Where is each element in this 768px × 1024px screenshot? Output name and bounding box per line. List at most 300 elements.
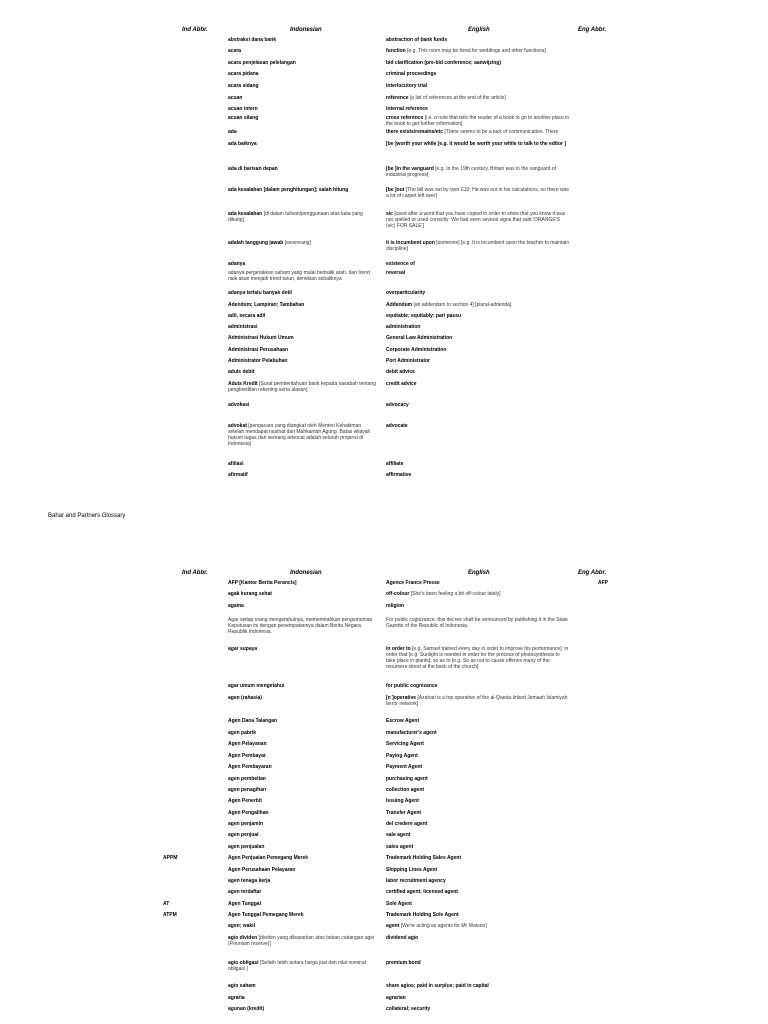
english-term: criminal proceedings (386, 71, 437, 77)
glossary-row (0, 369, 768, 381)
glossary-row (0, 1006, 768, 1017)
header-english: English (468, 570, 490, 576)
indonesian-term: agen penjualan (228, 844, 265, 850)
indonesian-cell (228, 423, 376, 447)
english-note: [e.g. This room may be hired for weddings and other functions] (407, 48, 546, 54)
indonesian-cell (228, 718, 376, 724)
indonesian-term: agar umum mengetahui (228, 683, 285, 689)
indonesian-term: agraria (228, 995, 245, 1001)
glossary-row (0, 753, 768, 764)
english-term: equitable; equitably; pari passu (386, 313, 462, 319)
indonesian-cell (228, 461, 376, 467)
indonesian-cell (228, 166, 376, 172)
indonesian-cell (228, 211, 376, 223)
english-cell (386, 358, 570, 364)
glossary-row (0, 313, 768, 324)
indonesian-term: adalah tanggung jawab (228, 240, 284, 246)
indonesian-cell (228, 912, 376, 918)
english-cell (386, 603, 570, 609)
indonesian-term: agak kurang sehat (228, 591, 272, 597)
english-term: collection agent (386, 787, 425, 793)
english-term: existence of (386, 261, 415, 267)
indonesian-term: agio saham (228, 983, 256, 989)
indonesian-cell (228, 901, 376, 907)
english-cell (386, 95, 570, 101)
english-term: labor recruitment agency (386, 878, 446, 884)
indonesian-cell (228, 106, 376, 112)
english-term: Escrow Agent (386, 718, 420, 724)
english-cell (386, 369, 570, 375)
indonesian-cell (228, 580, 376, 586)
english-cell (386, 617, 570, 629)
indonesian-cell (228, 37, 376, 43)
indonesian-cell (228, 878, 376, 884)
english-term: bid clarification (pre-bid conference; aanwijzing) (386, 60, 502, 66)
english-term: for public cognizance (386, 683, 438, 689)
english-term: Addendum (386, 302, 413, 308)
header-eng-abbr: Eng Abbr. (578, 570, 607, 576)
indonesian-cell (228, 381, 376, 393)
english-cell (386, 381, 570, 387)
indonesian-cell (228, 472, 376, 478)
english-term: reversal (386, 270, 406, 276)
english-note: [i.e. a note that tells the reader of a book to go to another place in the book to get further information] (386, 115, 570, 127)
english-cell (386, 461, 570, 467)
glossary-row (0, 603, 768, 617)
indonesian-term: Agen Perusahaan Pelayaran (228, 867, 296, 873)
english-cell (386, 335, 570, 341)
english-cell (386, 901, 570, 907)
english-term: Sole Agent (386, 901, 412, 907)
english-term: overparticularity (386, 290, 426, 296)
indonesian-cell (228, 95, 376, 101)
english-note: [We're acting as agents for Mr Watson] (400, 923, 487, 929)
indonesian-term: ada di barisan depan (228, 166, 278, 172)
indonesian-note: [dividen yang dibayarkan atas beban cadangan agio (Premium reserve)] (228, 935, 375, 947)
indonesian-cell (228, 324, 376, 330)
english-term: religion (386, 603, 405, 609)
english-cell (386, 423, 570, 429)
glossary-row (0, 718, 768, 730)
header-indonesian: Indonesian (290, 570, 322, 576)
english-note: [Azahari is a top operative of the al-Qaeda-linked Jemaah Islamiyah terror network] (386, 695, 568, 707)
indonesian-cell (228, 71, 376, 77)
indonesian-cell (228, 591, 376, 597)
indonesian-term: administrasi (228, 324, 258, 330)
english-term: there exists/remains/etc (386, 129, 443, 135)
indonesian-term: acara (228, 48, 242, 54)
english-cell (386, 646, 570, 670)
indonesian-cell (228, 129, 376, 135)
english-note: [someone] [e.g. It is incumbent upon the teacher to maintain discipline] (386, 240, 570, 252)
eng-abbr-cell: AFP (598, 580, 608, 586)
english-cell (386, 798, 570, 804)
glossary-row (0, 787, 768, 798)
english-cell (386, 718, 570, 724)
indonesian-note: [Surat pemberitahuan bank kepada nasabah tentang pengkreditan rekening serta alasan] (228, 381, 376, 393)
indonesian-cell (228, 764, 376, 770)
header-indonesian: Indonesian (290, 27, 322, 33)
header-ind-abbr: Ind Abbr. (182, 570, 208, 576)
indonesian-term: agio obligasi (228, 960, 259, 966)
english-term: manufacturer's agent (386, 730, 437, 736)
english-cell (386, 141, 570, 147)
indonesian-cell (228, 995, 376, 1001)
english-cell (386, 695, 570, 707)
english-note: [e.g. In the 19th century, Britain was in the vanguard of industrial progress] (386, 166, 556, 178)
indonesian-cell (228, 335, 376, 341)
english-term: Paying Agent (386, 753, 418, 759)
glossary-table-2 (0, 580, 768, 1017)
english-cell (386, 983, 570, 989)
indonesian-cell (228, 48, 376, 54)
indonesian-cell (228, 855, 376, 861)
english-term: Transfer Agent (386, 810, 422, 816)
english-cell (386, 187, 570, 199)
english-cell (386, 855, 570, 861)
english-note: [a list of references at the end of the article] (409, 95, 506, 101)
indonesian-term: Aduis Kredit (228, 381, 258, 387)
indonesian-note: [pengacara yang diangkat oleh Menteri Kehakiman setelah mendapat nasihat dari Mahkamah Agung. Batas wilayah hukum tugas dari seorang advocat adalah seluruh propinsi di Indonesia] (228, 423, 371, 447)
english-term: function (386, 48, 406, 54)
glossary-row (0, 901, 768, 912)
indonesian-term: Agen Pengalihan (228, 810, 269, 816)
indonesian-cell (228, 730, 376, 736)
english-cell (386, 324, 570, 330)
indonesian-term: Administrasi Perusahaan (228, 347, 289, 353)
indonesian-cell (228, 358, 376, 364)
glossary-row (0, 187, 768, 211)
indonesian-cell (228, 402, 376, 408)
english-cell (386, 240, 570, 252)
english-term: share agios; paid in surplus; paid in capital (386, 983, 489, 989)
indonesian-term: acara pidana (228, 71, 259, 77)
indonesian-term: acara penjelasan pelelangan (228, 60, 296, 66)
indonesian-term: agen penjamin (228, 821, 264, 827)
ind-abbr-cell: AT (163, 901, 170, 907)
english-cell (386, 960, 570, 966)
english-cell (386, 787, 570, 793)
glossary-row (0, 402, 768, 423)
indonesian-term: ada kesalahan (228, 211, 263, 217)
english-term: reference (386, 95, 409, 101)
english-cell (386, 48, 570, 54)
english-term: credit advice (386, 381, 417, 387)
english-cell (386, 878, 570, 884)
indonesian-term: aduis debit (228, 369, 255, 375)
indonesian-term: agen; wakil (228, 923, 255, 929)
indonesian-cell (228, 960, 376, 972)
english-cell (386, 776, 570, 782)
indonesian-term: AFP [Kantor Berita Perancis] (228, 580, 297, 586)
indonesian-cell (228, 617, 376, 635)
english-term: [be ]worth your while [e.g. it would be worth your while to talk to the editor ] (386, 141, 566, 147)
glossary-row (0, 60, 768, 71)
glossary-row (0, 290, 768, 302)
indonesian-note: adanya pergerakkan saham yang mulai berbalik arah, dari trend naik akan menjadi trend turun, demikian sebaliknya (228, 270, 370, 282)
english-cell (386, 472, 570, 478)
glossary-row (0, 261, 768, 270)
english-term: Trademark Holding Sole Agent (386, 912, 459, 918)
english-note: [The bill was out by over £10; He was out in his calculations, so there was a lot of carpet left over] (386, 187, 569, 199)
indonesian-term: Agen Pembayaran (228, 764, 272, 770)
english-cell (386, 37, 570, 43)
glossary-row (0, 935, 768, 960)
english-term: premium bond (386, 960, 421, 966)
indonesian-term: adil, secara adil (228, 313, 266, 319)
indonesian-cell (228, 83, 376, 89)
indonesian-cell (228, 810, 376, 816)
indonesian-term: Administrator Pelabuhan (228, 358, 288, 364)
indonesian-cell (228, 141, 376, 147)
english-term: advocacy (386, 402, 409, 408)
indonesian-term: Agen Tunggal Pemegang Merek (228, 912, 304, 918)
glossary-row (0, 798, 768, 810)
glossary-row (0, 695, 768, 718)
english-cell (386, 1006, 570, 1012)
indonesian-cell (228, 347, 376, 353)
indonesian-cell (228, 270, 376, 282)
indonesian-term: agen pabrik (228, 730, 257, 736)
indonesian-cell (228, 313, 376, 319)
english-term: administration (386, 324, 421, 330)
indonesian-cell (228, 844, 376, 850)
indonesian-cell (228, 867, 376, 873)
indonesian-cell (228, 290, 376, 296)
indonesian-term: agunan (kredit) (228, 1006, 265, 1012)
glossary-row (0, 83, 768, 95)
indonesian-term: Agen Dana Talangan (228, 718, 278, 724)
indonesian-cell (228, 787, 376, 793)
english-cell (386, 106, 570, 112)
indonesian-cell (228, 889, 376, 895)
indonesian-term: afirmatif (228, 472, 248, 478)
header-english: English (468, 27, 490, 33)
glossary-row (0, 960, 768, 983)
indonesian-cell (228, 187, 376, 193)
glossary-row (0, 764, 768, 776)
english-cell (386, 591, 570, 597)
indonesian-cell (228, 923, 376, 929)
glossary-row (0, 37, 768, 48)
glossary-row (0, 923, 768, 935)
english-note: For public cognizance, this decree shall be announced by publishing it in the State Gazette of the Republic of Indonesia. (386, 617, 568, 629)
english-cell (386, 166, 570, 178)
indonesian-term: agen penagihan (228, 787, 267, 793)
glossary-row (0, 472, 768, 483)
english-cell (386, 347, 570, 353)
english-cell (386, 867, 570, 873)
glossary-row (0, 71, 768, 83)
indonesian-cell (228, 60, 376, 66)
indonesian-term: abstraksi dana bank (228, 37, 277, 43)
english-cell (386, 844, 570, 850)
glossary-row (0, 844, 768, 855)
english-term: certified agent; licensed agent (386, 889, 458, 895)
indonesian-term: advokat (228, 423, 247, 429)
indonesian-term: agen terdaftar (228, 889, 262, 895)
english-term: off-colour (386, 591, 410, 597)
english-cell (386, 302, 570, 308)
glossary-table-1 (0, 37, 768, 483)
english-term: del credere agent (386, 821, 428, 827)
english-term: [n ]operative (386, 695, 417, 701)
english-cell (386, 810, 570, 816)
indonesian-cell (228, 683, 376, 689)
glossary-row (0, 95, 768, 106)
english-term: in order to (386, 646, 411, 652)
glossary-row (0, 983, 768, 995)
glossary-row (0, 646, 768, 683)
glossary-row (0, 591, 768, 603)
indonesian-cell (228, 646, 376, 652)
glossary-row (0, 912, 768, 923)
indonesian-term: agama (228, 603, 244, 609)
glossary-row (0, 240, 768, 261)
indonesian-term: agen penjual (228, 832, 259, 838)
indonesian-term: ada kesalahan [dalam penghitungan]; salah hitung (228, 187, 349, 193)
english-cell (386, 821, 570, 827)
document-footer: Bahar and Partners Glossary (48, 513, 126, 519)
indonesian-note: [seseorang] (284, 240, 311, 246)
ind-abbr-cell: APPM (163, 855, 178, 861)
english-term: it is incumbent upon (386, 240, 435, 246)
glossary-row (0, 889, 768, 901)
indonesian-cell (228, 695, 376, 701)
indonesian-term: agio dividen (228, 935, 258, 941)
english-cell (386, 261, 570, 267)
english-cell (386, 580, 570, 586)
indonesian-cell (228, 1006, 376, 1012)
english-cell (386, 889, 570, 895)
english-cell (386, 753, 570, 759)
english-term: cross reference (386, 115, 424, 121)
glossary-row (0, 867, 768, 878)
english-term: agrarian (386, 995, 406, 1001)
english-note: [There seems to be a lack of communication. There (444, 129, 559, 135)
indonesian-note: [di dalam tulisan/penggunaan atas kata yang dikutip] (228, 211, 363, 223)
english-term: Corporate Administration (386, 347, 447, 353)
indonesian-term: adanya (228, 261, 246, 267)
english-cell (386, 741, 570, 747)
english-cell (386, 313, 570, 319)
english-term: debit advice (386, 369, 415, 375)
indonesian-term: acara sidang (228, 83, 259, 89)
glossary-row (0, 821, 768, 832)
indonesian-term: Agen Penerbit (228, 798, 262, 804)
glossary-row (0, 461, 768, 472)
glossary-row (0, 878, 768, 889)
glossary-row (0, 166, 768, 187)
english-term: dividend agio (386, 935, 419, 941)
english-cell (386, 83, 570, 89)
english-cell (386, 995, 570, 1001)
english-term: purchasing agent (386, 776, 428, 782)
header-ind-abbr: Ind Abbr. (182, 27, 208, 33)
indonesian-term: Administrasi Hukum Umum (228, 335, 294, 341)
indonesian-cell (228, 776, 376, 782)
glossary-row (0, 730, 768, 741)
indonesian-term: Agen Pembayar (228, 753, 266, 759)
indonesian-term: agen tenaga kerja (228, 878, 271, 884)
english-cell (386, 115, 570, 127)
english-cell (386, 129, 570, 135)
glossary-row (0, 129, 768, 141)
glossary-row (0, 106, 768, 115)
indonesian-term: agen pembelian (228, 776, 266, 782)
indonesian-term: Agen Pelayanan (228, 741, 267, 747)
indonesian-cell (228, 369, 376, 375)
indonesian-note: [Selisih lebih antara harga jual dan nilai nominal obligasi ] (228, 960, 366, 972)
glossary-row (0, 335, 768, 347)
glossary-row (0, 358, 768, 369)
indonesian-term: ada baiknya (228, 141, 257, 147)
english-term: sale agent (386, 832, 411, 838)
english-cell (386, 71, 570, 77)
english-cell (386, 923, 570, 929)
glossary-row (0, 855, 768, 867)
english-cell (386, 270, 570, 276)
english-cell (386, 935, 570, 941)
indonesian-cell (228, 115, 376, 121)
english-term: collateral; security (386, 1006, 431, 1012)
english-term: affiliate (386, 461, 404, 467)
indonesian-cell (228, 302, 376, 308)
english-cell (386, 290, 570, 296)
indonesian-cell (228, 261, 376, 267)
english-term: [be ]in the vanguard (386, 166, 434, 172)
indonesian-note: Agar setiap orang mengetahuinya, memerintahkan pengumuman Keputusan ini dengan penempatannya dalam Berita Negara Republik Indonesia. (228, 617, 373, 635)
indonesian-term: Agen Penjualan Pemegang Merek (228, 855, 309, 861)
english-cell (386, 211, 570, 229)
indonesian-cell (228, 935, 376, 947)
glossary-row (0, 324, 768, 335)
english-cell (386, 683, 570, 689)
indonesian-term: Agen Tunggal (228, 901, 261, 907)
indonesian-term: acuan intern (228, 106, 258, 112)
glossary-row (0, 683, 768, 695)
glossary-row (0, 810, 768, 821)
glossary-row (0, 347, 768, 358)
english-cell (386, 402, 570, 408)
glossary-row (0, 302, 768, 313)
english-term: advocate (386, 423, 408, 429)
english-cell (386, 764, 570, 770)
indonesian-cell (228, 821, 376, 827)
english-term: [be ]out (386, 187, 405, 193)
english-cell (386, 832, 570, 838)
english-term: sic (386, 211, 393, 217)
indonesian-term: adanya terlalu banyak detil (228, 290, 292, 296)
english-term: agent (386, 923, 400, 929)
english-note: [used after a word that you have copied in order to show that you know it was not spelled or used correctly: We had seen several signs that said ‘ORANGE'S (sic) FOR SALE'] (386, 211, 566, 229)
english-note: [She's been feeling a bit off-colour lately] (410, 591, 501, 597)
english-term: sales agent (386, 844, 414, 850)
english-cell (386, 60, 570, 66)
ind-abbr-cell: ATPM (163, 912, 177, 918)
glossary-row (0, 995, 768, 1006)
english-term: interlocutory trial (386, 83, 428, 89)
indonesian-cell (228, 603, 376, 609)
glossary-row (0, 381, 768, 402)
english-term: Agence France Presse (386, 580, 440, 586)
english-term: internal reference (386, 106, 428, 112)
glossary-row (0, 617, 768, 646)
indonesian-cell (228, 741, 376, 747)
header-eng-abbr: Eng Abbr. (578, 27, 607, 33)
english-term: Port Administrator (386, 358, 430, 364)
indonesian-term: acuan (228, 95, 243, 101)
